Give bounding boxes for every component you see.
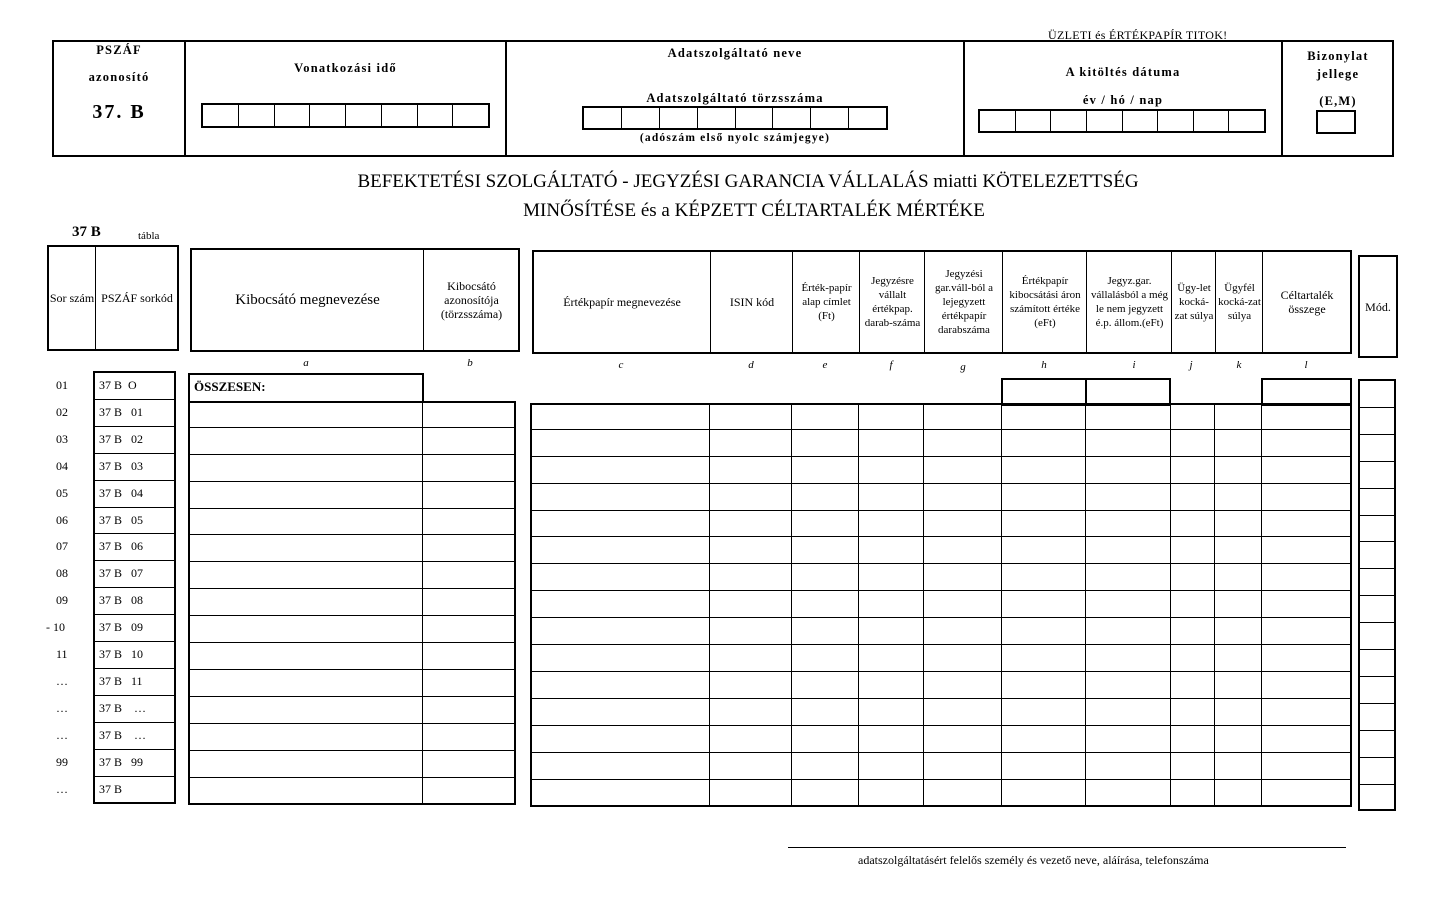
- row-number: 06: [56, 512, 68, 527]
- row-number: 05: [56, 485, 68, 500]
- row-divider: [190, 481, 514, 482]
- row-divider: [190, 696, 514, 697]
- row-code: 37 B …: [99, 727, 147, 742]
- row-divider: [1360, 595, 1394, 596]
- col-l: Céltartalék összege: [1280, 288, 1334, 316]
- letter-f: f: [889, 359, 893, 371]
- letter-b: b: [467, 357, 473, 369]
- total-l-cell[interactable]: [1261, 378, 1352, 406]
- row-divider: [1360, 784, 1394, 785]
- row-code: 37 B 10: [99, 647, 144, 661]
- row-divider: [1360, 730, 1394, 731]
- col-f: Jegyzésre vállalt értékpap. darab-száma: [864, 275, 921, 329]
- doc-type-input[interactable]: [1316, 110, 1356, 134]
- col-g: Jegyzési gar.váll-ból a lejegyzett értékpapír darabszáma: [934, 268, 994, 336]
- row-divider: [95, 722, 175, 723]
- row-divider: [95, 399, 175, 400]
- row-number: …: [56, 673, 68, 688]
- row-divider: [95, 480, 175, 481]
- row-number: 04: [56, 458, 68, 473]
- date-label: A kitöltés dátuma: [1065, 65, 1181, 79]
- row-code: 37 B 02: [99, 431, 144, 446]
- row-code: 37 B 99: [99, 754, 144, 769]
- row-divider: [532, 644, 1350, 645]
- table-word: tábla: [138, 230, 160, 242]
- row-divider: [532, 671, 1350, 672]
- securities-block: [530, 403, 1352, 807]
- row-divider: [190, 427, 514, 428]
- row-divider: [95, 695, 175, 696]
- row-divider: [1360, 676, 1394, 677]
- letter-i: i: [1132, 359, 1136, 371]
- letter-e: e: [822, 359, 828, 371]
- row-divider: [532, 590, 1350, 591]
- row-number: 08: [56, 566, 68, 581]
- row-number: …: [56, 700, 68, 715]
- table-code: 37 B: [72, 224, 101, 240]
- row-divider: [95, 587, 175, 588]
- letter-k: k: [1236, 359, 1242, 371]
- row-code: 37 B: [99, 781, 123, 796]
- row-divider: [532, 698, 1350, 699]
- row-divider: [532, 510, 1350, 511]
- row-divider: [1360, 461, 1394, 462]
- row-divider: [532, 725, 1350, 726]
- row-code: 37 B 03: [99, 458, 144, 473]
- row-divider: [532, 483, 1350, 484]
- row-number: …: [56, 727, 68, 742]
- provider-reg-note: (adószám első nyolc számjegye): [639, 132, 831, 144]
- col-k: Ügyfél kocká-zat súlya: [1218, 282, 1261, 322]
- row-divider: [1360, 622, 1394, 623]
- row-divider: [532, 456, 1350, 457]
- row-number: 09: [56, 593, 68, 608]
- row-divider: [1360, 757, 1394, 758]
- issuer-block: [188, 401, 516, 805]
- total-i-cell[interactable]: [1085, 378, 1171, 406]
- row-divider: [532, 563, 1350, 564]
- doc-type-label: Bizonylat: [1307, 49, 1369, 63]
- letter-d: d: [748, 359, 754, 371]
- row-divider: [1360, 488, 1394, 489]
- row-code: 37 B 05: [99, 512, 144, 527]
- row-divider: [532, 779, 1350, 780]
- date-input[interactable]: [978, 109, 1266, 133]
- letter-j: j: [1189, 359, 1193, 371]
- row-code: 37 B 06: [99, 539, 144, 554]
- row-divider: [95, 533, 175, 534]
- row-divider: [95, 507, 175, 508]
- letter-g: g: [960, 361, 966, 373]
- row-number: 01: [56, 378, 68, 392]
- row-divider: [190, 508, 514, 509]
- row-number: 03: [56, 431, 68, 446]
- row-divider: [532, 617, 1350, 618]
- row-number: 07: [56, 539, 68, 554]
- col-mod: Mód.: [1365, 299, 1391, 314]
- row-divider: [190, 561, 514, 562]
- col-sor: Sor szám: [49, 291, 95, 305]
- letter-c: c: [618, 359, 624, 371]
- row-divider: [1360, 434, 1394, 435]
- row-divider: [190, 723, 514, 724]
- row-divider: [190, 534, 514, 535]
- col-sorkod: PSZÁF sorkód: [101, 291, 173, 305]
- row-number: 11: [56, 647, 68, 661]
- row-divider: [190, 454, 514, 455]
- row-divider: [95, 560, 175, 561]
- signature-caption: adatszolgáltatásért felelős személy és vezető neve, aláírása, telefonszáma: [858, 853, 1209, 867]
- row-divider: [95, 776, 175, 777]
- row-divider: [1360, 568, 1394, 569]
- provider-reg-label: Adatszolgáltató törzsszáma: [646, 91, 824, 105]
- row-code: 37 B …: [99, 700, 147, 715]
- letter-a: a: [303, 357, 309, 369]
- row-divider: [95, 614, 175, 615]
- date-format: év / hó / nap: [1082, 93, 1164, 107]
- col-i: Jegyz.gar. vállalásból a még le nem jegyzett é.p. állom.(eFt): [1091, 275, 1168, 329]
- row-divider: [532, 752, 1350, 753]
- pszaf-id-value: 37. B: [92, 101, 146, 123]
- row-code: 37 B 04: [99, 485, 144, 500]
- form-title-line2: MINŐSÍTÉSE és a KÉPZETT CÉLTARTALÉK MÉRTÉKE: [523, 200, 985, 221]
- col-b: Kibocsátó azonosítója (törzsszáma): [440, 279, 503, 321]
- row-divider: [190, 669, 514, 670]
- row-number: …: [56, 781, 68, 796]
- row-divider: [190, 588, 514, 589]
- row-number: 02: [56, 404, 68, 419]
- row-divider: [95, 749, 175, 750]
- row-code: 37 B 09: [99, 620, 144, 635]
- row-divider: [95, 668, 175, 669]
- row-divider: [532, 429, 1350, 430]
- letter-l: l: [1304, 359, 1308, 371]
- row-divider: [1360, 407, 1394, 408]
- row-divider: [95, 453, 175, 454]
- col-h: Értékpapír kibocsátási áron számított értéke (eFt): [1009, 275, 1081, 329]
- col-a: Kibocsátó megnevezése: [235, 292, 380, 308]
- row-divider: [1360, 649, 1394, 650]
- row-number: 99: [56, 754, 68, 769]
- row-code: 37 B O: [99, 378, 137, 392]
- row-code: 37 B 01: [99, 404, 144, 419]
- period-input[interactable]: [201, 103, 490, 128]
- form-title-line1: BEFEKTETÉSI SZOLGÁLTATÓ - JEGYZÉSI GARANCIA VÁLLALÁS miatti KÖTELEZETTSÉG: [357, 171, 1139, 192]
- row-divider: [190, 642, 514, 643]
- period-label: Vonatkozási idő: [294, 61, 397, 75]
- pszaf-label-2: azonosító: [88, 70, 150, 84]
- row-divider: [190, 750, 514, 751]
- row-divider: [1360, 703, 1394, 704]
- total-h-cell[interactable]: [1001, 378, 1087, 406]
- row-code: 37 B 07: [99, 566, 144, 581]
- row-divider: [190, 777, 514, 778]
- row-code: 37 B 08: [99, 593, 144, 608]
- row-divider: [1360, 541, 1394, 542]
- letter-h: h: [1041, 359, 1047, 371]
- col-c: Értékpapír megnevezése: [563, 295, 681, 309]
- row-divider: [95, 426, 175, 427]
- provider-reg-input[interactable]: [582, 106, 888, 130]
- col-e: Érték-papír alap címlet (Ft): [801, 282, 852, 322]
- confidential-note: ÜZLETI és ÉRTÉKPAPÍR TITOK!: [1048, 28, 1228, 42]
- row-divider: [95, 641, 175, 642]
- provider-name-label: Adatszolgáltató neve: [667, 46, 803, 60]
- doc-type-label-2: jellege: [1316, 67, 1360, 81]
- pszaf-label: PSZÁF: [96, 43, 142, 57]
- col-d: ISIN kód: [729, 295, 775, 309]
- total-label: ÖSSZESEN:: [194, 379, 266, 394]
- row-number: - 10: [46, 620, 65, 635]
- row-divider: [1360, 515, 1394, 516]
- row-divider: [190, 615, 514, 616]
- doc-type-options: (E,M): [1319, 94, 1357, 108]
- row-code: 37 B 11: [99, 673, 143, 688]
- col-j: Ügy-let kocká-zat súlya: [1174, 282, 1214, 322]
- row-divider: [532, 536, 1350, 537]
